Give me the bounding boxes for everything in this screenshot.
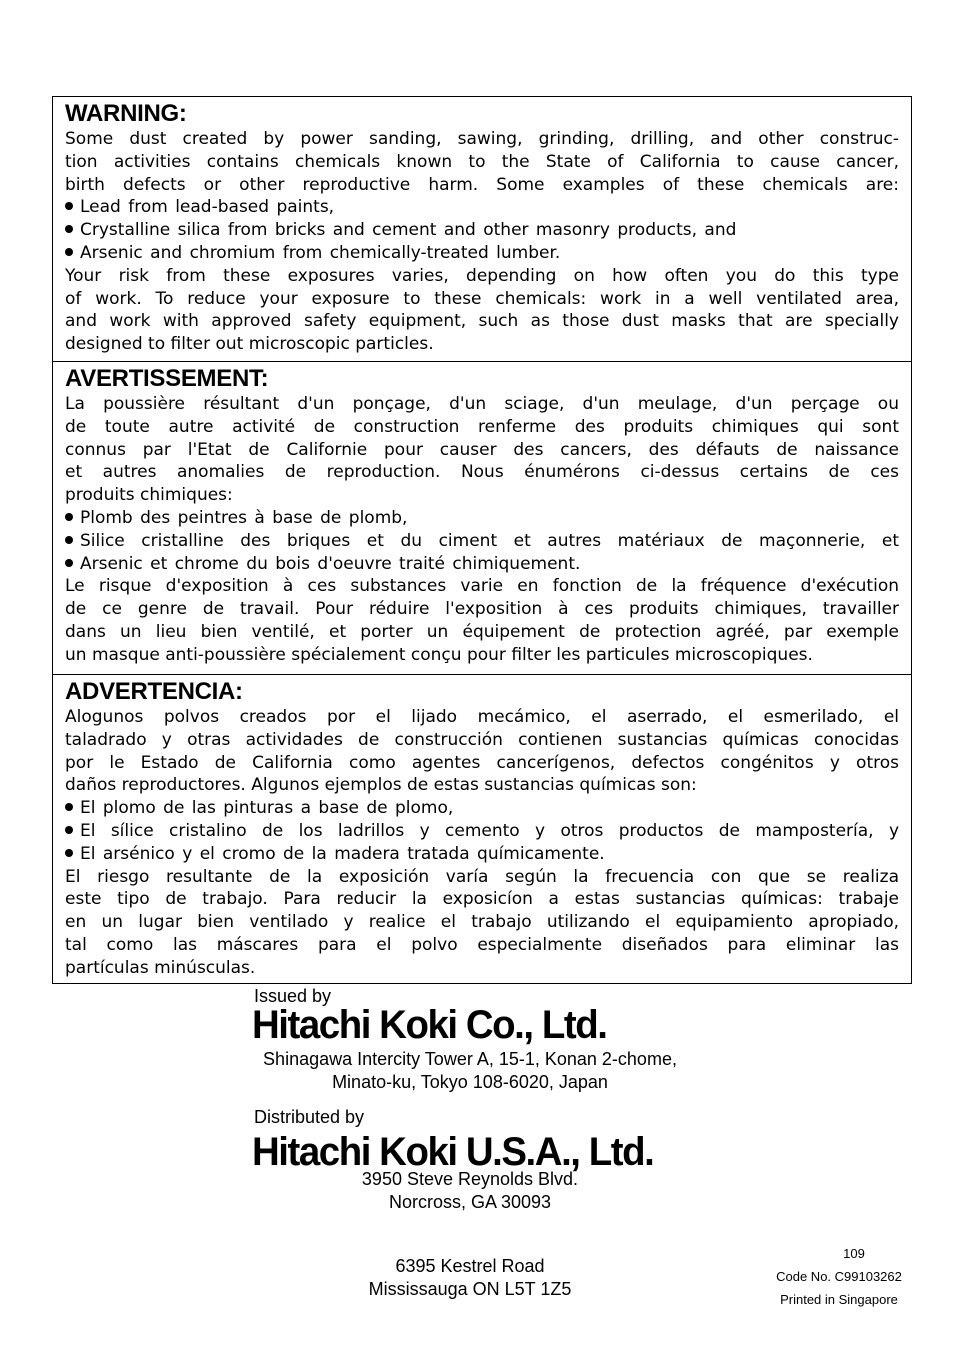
bullet-item — [65, 507, 899, 530]
bullet-icon — [65, 202, 73, 210]
bullet-text: Silice cristalline des briques et du ciment et autres matériaux de maçonnerie, et — [80, 530, 899, 551]
section-title: WARNING: — [65, 100, 187, 127]
bullet-item — [65, 219, 899, 242]
body-line: El riesgo resultante de la exposición varía según la frecuencia con que se realiza — [65, 866, 899, 887]
issued-by-label: Issued by — [254, 986, 332, 1006]
body-line: este tipo de trabajo. Para reducir la exposicíon a estas sustancias químicas: trabaje — [65, 889, 899, 910]
page-number: 109 — [843, 1246, 865, 1261]
canada-address-line-1: 6395 Kestrel Road — [395, 1256, 545, 1276]
body-line: connus par l'Etat de Californie pour causer des cancers, des défauts de naissance — [65, 439, 899, 460]
issuer-company-logo: Hitachi Koki Co., Ltd. — [252, 1003, 607, 1047]
body-line: Le risque d'exposition à ces substances varie en fonction de la fréquence d'exécution — [65, 576, 899, 597]
distributed-by-label: Distributed by — [254, 1107, 365, 1127]
bullet-icon — [65, 225, 73, 233]
body-line: produits chimiques: — [65, 485, 233, 506]
bullet-item — [65, 843, 899, 866]
body-line: en un lugar bien ventilado y realice el trabajo utilizando el equipamiento apropiado, — [65, 912, 899, 933]
bullet-icon — [65, 559, 73, 567]
body-line: designed to filter out microscopic particles. — [65, 334, 434, 355]
distributor-address-line-1: 3950 Steve Reynolds Blvd. — [361, 1169, 579, 1189]
bullet-item — [65, 797, 899, 820]
body-line: La poussière résultant d'un ponçage, d'un sciage, d'un meulage, d'un perçage ou — [65, 394, 899, 414]
bullet-icon — [65, 248, 73, 256]
body-line: por le Estado de California como agentes cancerígenos, defectos congénitos y otros — [65, 752, 899, 773]
section-title: ADVERTENCIA: — [65, 678, 243, 705]
body-line: Some dust created by power sanding, sawing, grinding, drilling, and other construc- — [65, 129, 899, 149]
bullet-text: El sílice cristalino de los ladrillos y cemento y otros productos de mampostería, y — [80, 820, 899, 841]
canada-address-line-2: Mississauga ON L5T 1Z5 — [368, 1279, 572, 1299]
bullet-item — [65, 820, 899, 843]
code-number: Code No. C99103262 — [776, 1269, 902, 1284]
distributor-company-logo: Hitachi Koki U.S.A., Ltd. — [252, 1130, 654, 1174]
distributor-address-line-2: Norcross, GA 30093 — [388, 1192, 552, 1212]
bullet-text: Arsenic et chrome du bois d'oeuvre traité chimiquement. — [80, 553, 581, 574]
body-line: of work. To reduce your exposure to these chemicals: work in a well ventilated area, — [65, 288, 899, 309]
printed-in-label: Printed in Singapore — [780, 1292, 898, 1307]
body-line: taladrado y otras actividades de construcción contienen sustancias químicas conocidas — [65, 729, 899, 750]
bullet-item — [65, 196, 899, 219]
warning-section-english — [53, 97, 911, 361]
body-line: daños reproductores. Algunos ejemplos de estas sustancias químicas son: — [65, 775, 697, 796]
bullet-text: Plomb des peintres à base de plomb, — [80, 507, 408, 528]
section-title: AVERTISSEMENT: — [65, 365, 269, 392]
body-line: birth defects or other reproductive harm. Some examples of these chemicals are: — [65, 174, 899, 195]
issuer-address-line-2: Minato-ku, Tokyo 108-6020, Japan — [332, 1072, 608, 1092]
bullet-text: Arsenic and chromium from chemically-treated lumber. — [80, 242, 561, 263]
body-line: de ce genre de travail. Pour réduire l'exposition à ces produits chimiques, travailler — [65, 599, 899, 620]
bullet-text: Lead from lead-based paints, — [80, 197, 335, 218]
body-line: tion activities contains chemicals known to the State of California to cause cancer, — [65, 151, 899, 172]
bullet-icon — [65, 849, 73, 857]
bullet-icon — [65, 826, 73, 834]
body-line: tal como las máscares para el polvo especialmente diseñados para eliminar las — [65, 934, 899, 955]
bullet-icon — [65, 513, 73, 521]
bullet-icon — [65, 803, 73, 811]
body-line: Your risk from these exposures varies, depending on how often you do this type — [65, 265, 899, 286]
body-line: un masque anti-poussière spécialement conçu pour filter les particules microscopiques. — [65, 644, 813, 665]
safety-warning-box — [52, 96, 912, 984]
body-line: de toute autre activité de construction renferme des produits chimiques qui sont — [65, 416, 899, 437]
bullet-text: Crystalline silica from bricks and cement and other masonry products, and — [80, 220, 737, 241]
body-line: dans un lieu bien ventilé, et porter un équipement de protection agréé, par exemple — [65, 621, 899, 642]
warning-section-french — [53, 361, 911, 674]
body-line: Alogunos polvos creados por el lijado mecámico, el aserrado, el esmerilado, el — [65, 707, 899, 727]
body-line: and work with approved safety equipment, such as those dust masks that are specially — [65, 311, 899, 332]
body-line: et autres anomalies de reproduction. Nous énumérons ci-dessus certains de ces — [65, 462, 899, 483]
bullet-text: El arsénico y el cromo de la madera tratada químicamente. — [80, 843, 605, 864]
bullet-item — [65, 242, 899, 265]
body-line: partículas minúsculas. — [65, 957, 256, 978]
bullet-item — [65, 530, 899, 553]
bullet-icon — [65, 536, 73, 544]
warning-section-spanish — [53, 674, 911, 983]
bullet-item — [65, 553, 899, 576]
issuer-address-line-1: Shinagawa Intercity Tower A, 15-1, Konan 2-chome, — [263, 1049, 677, 1069]
bullet-text: El plomo de las pinturas a base de plomo, — [80, 798, 454, 819]
